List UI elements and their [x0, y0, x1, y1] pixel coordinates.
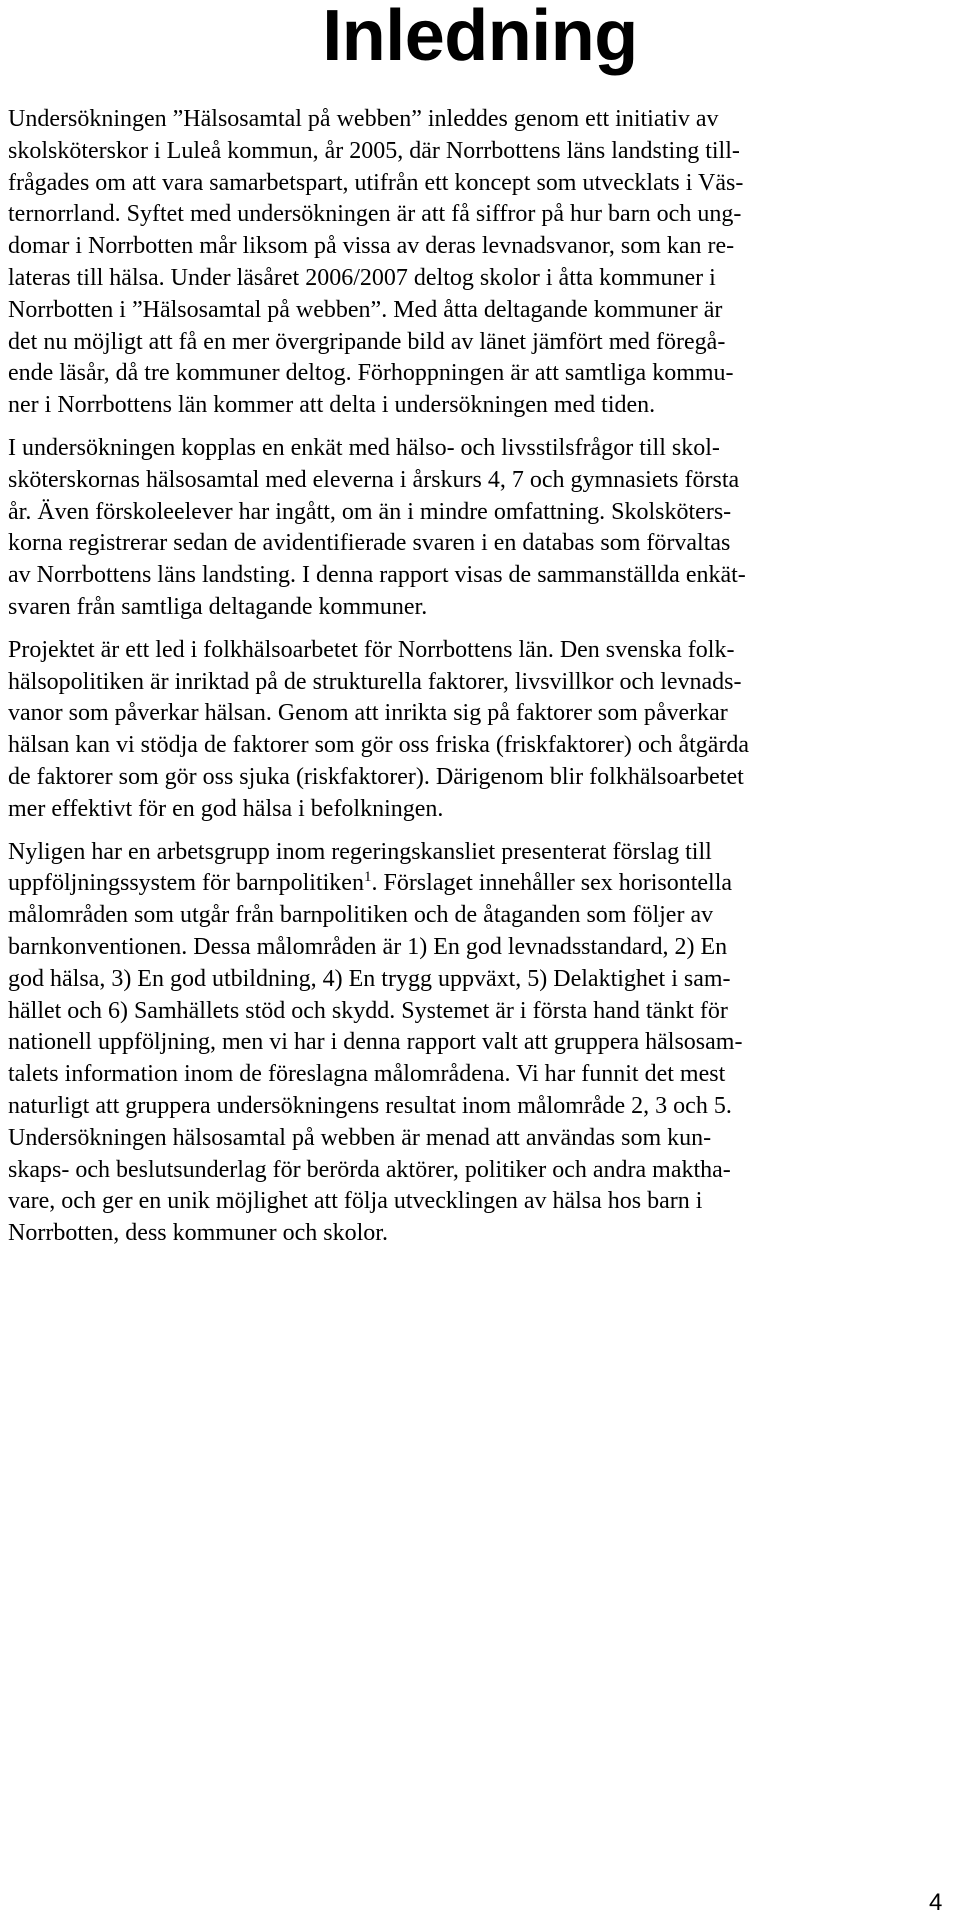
paragraph-public-health: Projektet är ett led i folkhälsoarbetet för Norrbottens län. Den svenska folk- hälsopolitiken är inriktad på de strukturella faktorer, livsvillkor och levnads- vanor som påverkar hälsan. Genom att inrikta sig på faktorer som påverkar hälsan kan vi stödja de faktorer som gör oss friska (friskfaktorer) och åtgärda de faktorer som gör oss sjuka (riskfaktorer). Därigenom blir folkhälsoarbetet mer effektivt för en god hälsa i befolkningen. [8, 636, 750, 822]
paragraph-intro: Undersökningen ”Hälsosamtal på webben” inleddes genom ett initiativ av skolsköterskor i Luleå kommun, år 2005, där Norrbottens läns landsting till- frågades om att vara samarbetspart, utifrån ett koncept som utvecklats i Väs- ternorrland. Syftet med undersökningen är att få siffror på hur barn och ung- domar i Norrbotten mår liksom på vissa av deras levnadsvanor, som kan re- lateras till hälsa. Under läsåret 2006/2007 deltog skolor i åtta kommuner i Norrbotten i ”Hälsosamtal på webben”. Med åtta deltagande kommuner är det nu möjligt att få en mer övergripande bild av länet jämfört med föregå- ende läsår, då tre kommuner deltog. Förhoppningen är att samtliga kommu- ner i Norrbottens län kommer att delta i undersökningen med tiden. [8, 106, 744, 419]
page-title: Inledning [322, 0, 638, 76]
page-number: 4 [929, 1889, 943, 1916]
paragraph-child-policy-part-1: Nyligen har en arbetsgrupp inom regeringskansliet presenterat förslag till uppföljningssystem för barnpolitiken [8, 838, 712, 897]
paragraph-child-policy [8, 837, 952, 1250]
footnote-reference[interactable]: 1 [363, 869, 372, 886]
paragraph-child-policy-part-2: . Förslaget innehåller sex horisontella målområden som utgår från barnpolitiken och de åtaganden som följer av barnkonventionen. Dessa målområden är 1) En god levnadsstandard, 2) En god hälsa, 3) En god utbildning, 4) En trygg uppväxt, 5) Delaktighet i sam- hället och 6) Samhällets stöd och skydd. Systemet är i första hand tänkt för nationell uppföljning, men vi har i denna rapport valt att gruppera hälsosam- talets information inom de föreslagna målområdena. Vi har funnit det mest naturligt att gruppera undersökningens resultat inom målområde 2, 3 och 5. Undersökningen hälsosamtal på webben är menad att användas som kun- skaps- och beslutsunderlag för berörda aktörer, politiker och andra maktha- vare, och ger en unik möjlighet att följa utvecklingen av hälsa hos barn i Norrbotten, dess kommuner och skolor. [8, 870, 743, 1247]
paragraph-survey-method: I undersökningen kopplas en enkät med hälso- och livsstilsfrågor till skol- sköterskornas hälsosamtal med eleverna i årskurs 4, 7 och gymnasiets första år. Även förskoleelever har ingått, om än i mindre omfattning. Skolsköters- korna registrerar sedan de avidentifierade svaren i en databas som förvaltas av Norrbottens läns landsting. I denna rapport visas de sammanställda enkät- svaren från samtliga deltagande kommuner. [8, 434, 746, 620]
document-body [8, 104, 952, 1261]
